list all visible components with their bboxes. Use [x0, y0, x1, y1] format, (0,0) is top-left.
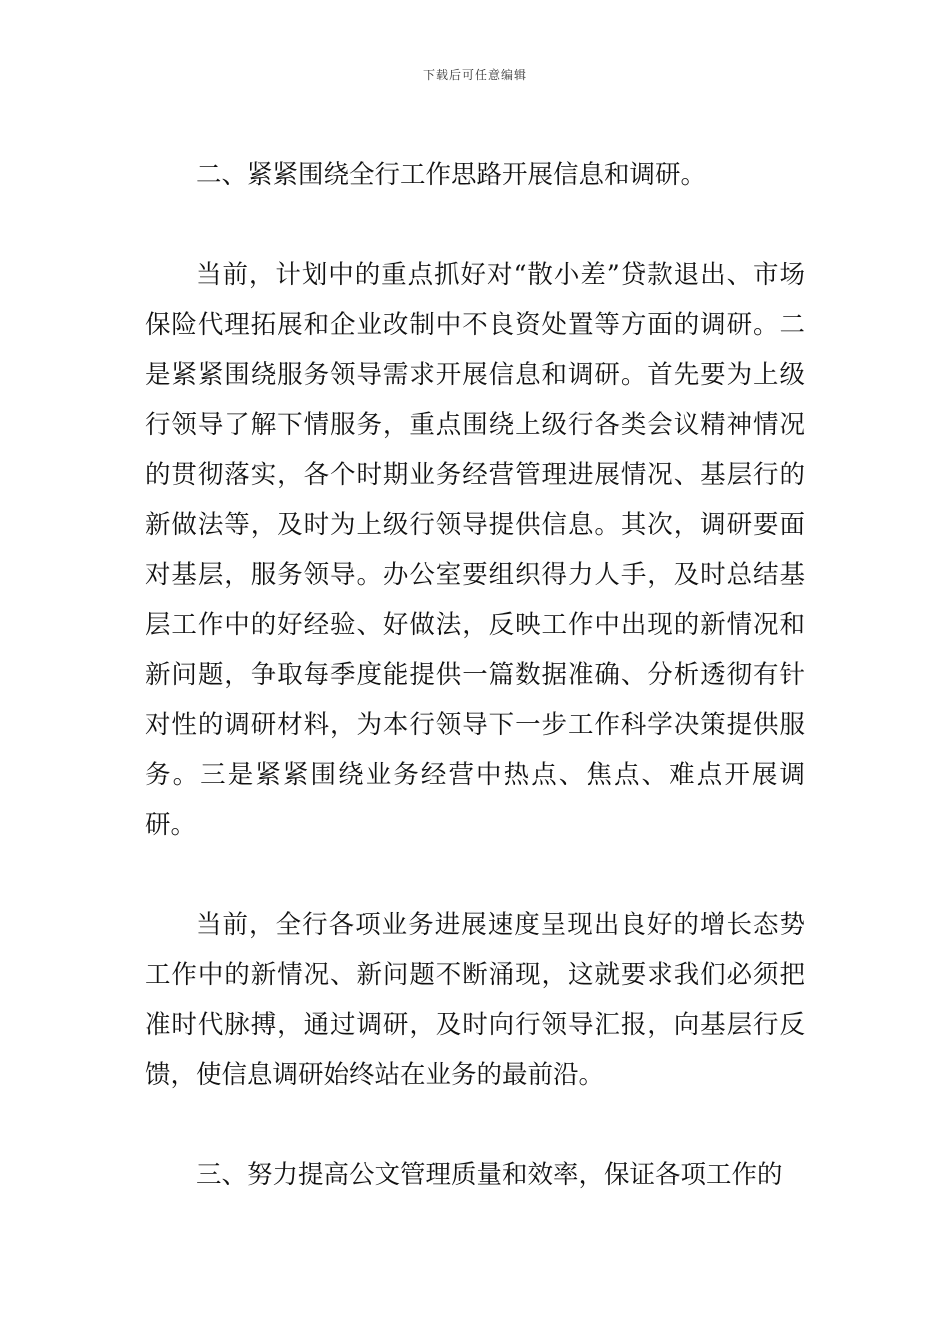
paragraph-1: 当前，计划中的重点抓好对“散小差”贷款退出、市场保险代理拓展和企业改制中不良资处置等方面的调研。二是紧紧围绕服务领导需求开展信息和调研。首先要为上级行领导了解下情服务，重点围绕上级行各类会议精神情况的贯彻落实，各个时期业务经营管理进展情况、基层行的新做法等，及时为上级行领导提供信息。其次，调研要面对基层，服务领导。办公室要组织得力人手，及时总结基层工作中的好经验、好做法，反映工作中出现的新情况和新问题，争取每季度能提供一篇数据准确、分析透彻有针对性的调研材料，为本行领导下一步工作科学决策提供服务。三是紧紧围绕业务经营中热点、焦点、难点开展调研。	[145, 260, 805, 840]
paragraph-2: 当前，全行各项业务进展速度呈现出良好的增长态势工作中的新情况、新问题不断涌现，这就要求我们必须把准时代脉搏，通过调研，及时向行领导汇报，向基层行反馈，使信息调研始终站在业务的最前沿。	[145, 910, 805, 1090]
section-heading-2: 二、紧紧围绕全行工作思路开展信息和调研。	[196, 160, 707, 190]
section-heading-3: 三、努力提高公文管理质量和效率，保证各项工作的	[196, 1160, 783, 1190]
paragraph-gap	[145, 1100, 805, 1150]
page-header: 下载后可任意编辑	[422, 68, 527, 82]
paragraph-gap	[145, 200, 805, 250]
paragraph-gap	[145, 850, 805, 900]
document-body	[145, 150, 805, 1200]
